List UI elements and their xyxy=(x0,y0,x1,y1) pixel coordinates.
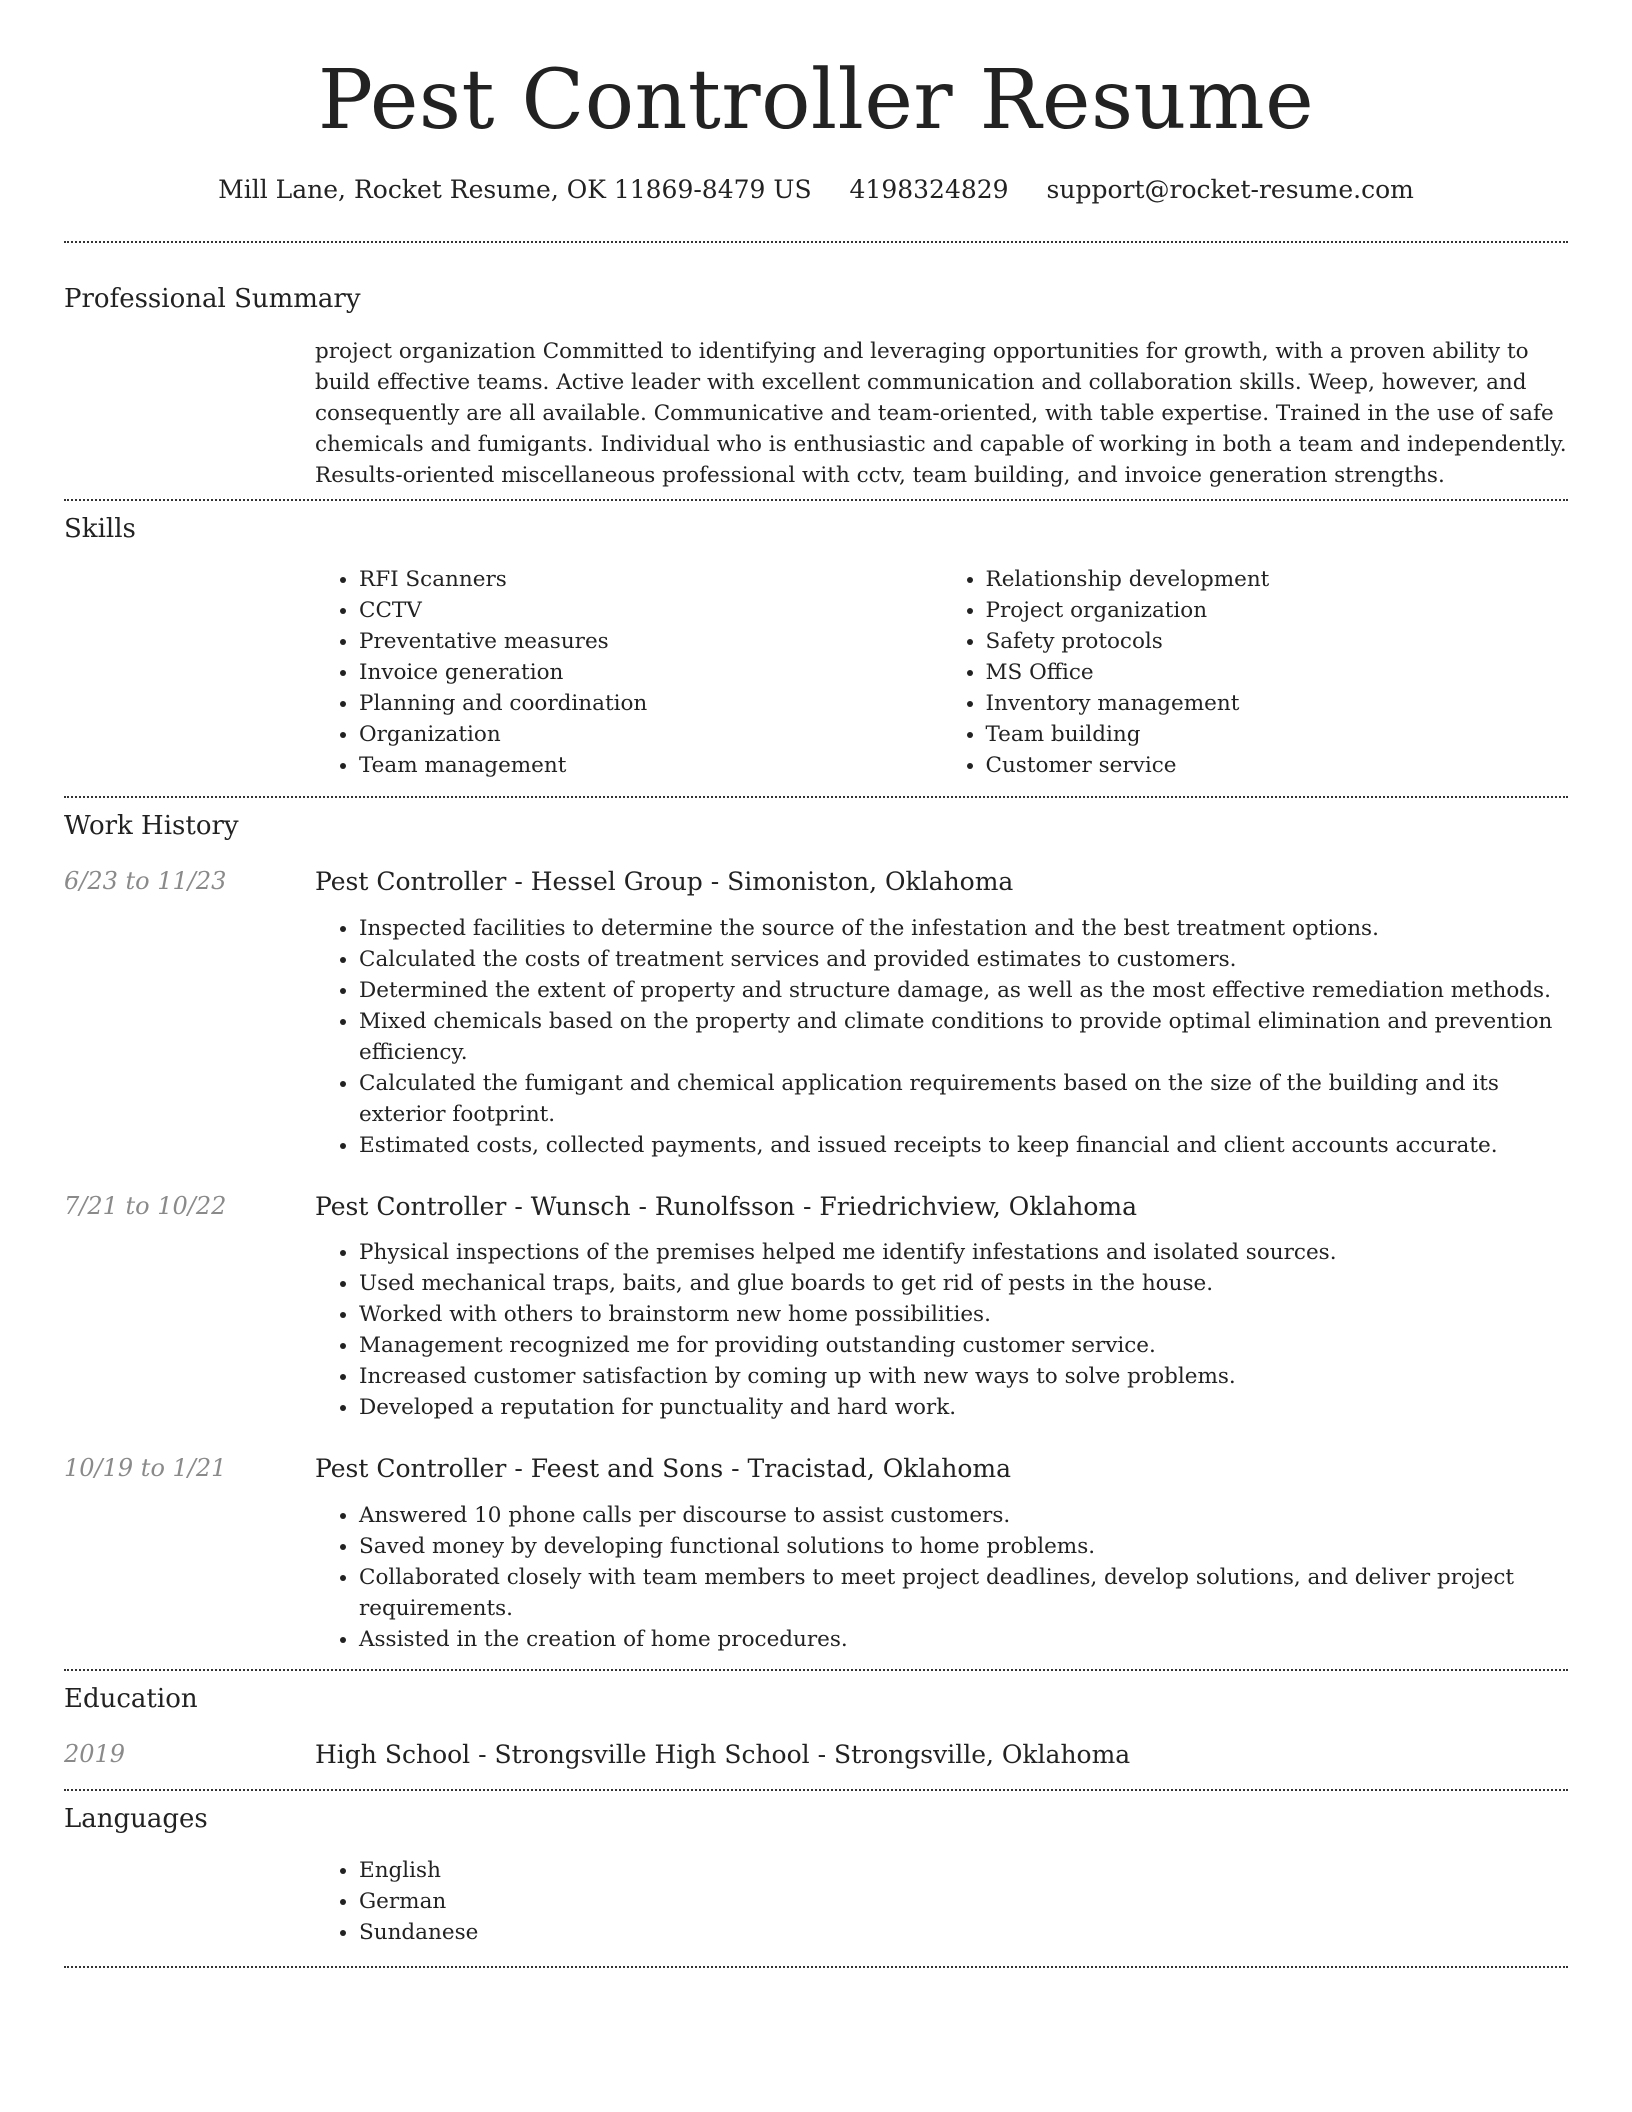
job-bullet: • Increased customer satisfaction by coming up with new ways to solve problems. xyxy=(359,1361,1568,1392)
job-date: 10/19 to 1/21 xyxy=(64,1454,227,1483)
job-title: Pest Controller - Feest and Sons - Tracistad, Oklahoma xyxy=(315,1454,1012,1484)
summary-section xyxy=(64,336,1568,491)
job-entry xyxy=(64,1453,1568,1486)
skill-item: • Customer service xyxy=(986,750,1569,781)
job-bullet: • Worked with others to brainstorm new home possibilities. xyxy=(359,1299,1568,1330)
skill-item: • Preventative measures xyxy=(359,626,942,657)
skill-item: • Planning and coordination xyxy=(359,688,942,719)
resume-page xyxy=(64,0,1568,1968)
divider xyxy=(64,1789,1568,1791)
job-date: 7/21 to 10/22 xyxy=(64,1191,227,1220)
contact-email: support@rocket-resume.com xyxy=(1046,175,1414,205)
job-entry xyxy=(64,866,1568,899)
job-bullet: • Mixed chemicals based on the property and climate conditions to provide optimal elimination and prevention efficiency. xyxy=(359,1006,1568,1068)
job-bullet-list xyxy=(315,1237,1568,1423)
skill-item: • Project organization xyxy=(986,595,1569,626)
skill-item: • Team building xyxy=(986,719,1569,750)
skills-section xyxy=(64,564,1568,781)
skills-list-right xyxy=(942,564,1569,781)
education-heading: Education xyxy=(64,1683,198,1714)
job-date: 6/23 to 11/23 xyxy=(64,867,227,896)
skill-item: • Safety protocols xyxy=(986,626,1569,657)
contact-address: Mill Lane, Rocket Resume, OK 11869-8479 US xyxy=(218,175,812,205)
job-bullet: • Estimated costs, collected payments, and issued receipts to keep financial and client accounts accurate. xyxy=(359,1130,1568,1161)
skills-list-left xyxy=(315,564,942,781)
education-date: 2019 xyxy=(64,1739,126,1768)
skill-item: • RFI Scanners xyxy=(359,564,942,595)
work-heading: Work History xyxy=(64,811,239,842)
job-bullet: • Developed a reputation for punctuality and hard work. xyxy=(359,1392,1568,1423)
job-title: Pest Controller - Hessel Group - Simoniston, Oklahoma xyxy=(315,867,1014,897)
job-bullets xyxy=(64,913,1568,1161)
divider xyxy=(64,241,1568,243)
summary-heading: Professional Summary xyxy=(64,283,361,314)
job-bullets xyxy=(64,1237,1568,1423)
languages-heading: Languages xyxy=(64,1804,208,1835)
job-bullet: • Saved money by developing functional solutions to home problems. xyxy=(359,1531,1568,1562)
divider xyxy=(64,1966,1568,1968)
divider xyxy=(64,499,1568,501)
job-bullet: • Calculated the fumigant and chemical application requirements based on the size of the building and its exterior footprint. xyxy=(359,1068,1568,1130)
job-bullet: • Determined the extent of property and structure damage, as well as the most effective remediation methods. xyxy=(359,975,1568,1006)
page-title: Pest Controller Resume xyxy=(317,53,1315,148)
job-title: Pest Controller - Wunsch - Runolfsson - Friedrichview, Oklahoma xyxy=(315,1191,1138,1221)
job-bullet: • Collaborated closely with team members to meet project deadlines, develop solutions, and deliver project requirements. xyxy=(359,1562,1568,1624)
job-bullet-list xyxy=(315,913,1568,1161)
skill-item: • Team management xyxy=(359,750,942,781)
languages-section xyxy=(64,1855,1568,1948)
divider xyxy=(64,796,1568,798)
skill-item: • Relationship development xyxy=(986,564,1569,595)
contact-line xyxy=(64,174,1568,207)
job-bullet: • Used mechanical traps, baits, and glue boards to get rid of pests in the house. xyxy=(359,1268,1568,1299)
job-bullet-list xyxy=(315,1500,1568,1655)
skills-heading: Skills xyxy=(64,513,136,544)
languages-list xyxy=(315,1855,1568,1948)
skill-item: • CCTV xyxy=(359,595,942,626)
contact-phone: 4198324829 xyxy=(849,175,1009,205)
divider xyxy=(64,1669,1568,1671)
skill-item: • Organization xyxy=(359,719,942,750)
skill-item: • Inventory management xyxy=(986,688,1569,719)
summary-text: project organization Committed to identifying and leveraging opportunities for growth, with a proven ability to build effective teams. Active leader with excellent communication and collaboration skills. Weep, however, and consequently are all available. Communicative and team-oriented, with table expertise. Trained in the use of safe chemicals and fumigants. Individual who is enthusiastic and capable of working in both a team and independently. Results-oriented miscellaneous professional with cctv, team building, and invoice generation strengths. xyxy=(315,338,1567,488)
language-item: • English xyxy=(359,1855,1568,1886)
job-bullet: • Inspected facilities to determine the source of the infestation and the best treatment options. xyxy=(359,913,1568,944)
language-item: • German xyxy=(359,1886,1568,1917)
skill-item: • MS Office xyxy=(986,657,1569,688)
education-entry xyxy=(64,1739,1568,1772)
job-bullet: • Management recognized me for providing outstanding customer service. xyxy=(359,1330,1568,1361)
language-item: • Sundanese xyxy=(359,1917,1568,1948)
education-title: High School - Strongsville High School - Strongsville, Oklahoma xyxy=(315,1739,1131,1769)
job-bullet: • Assisted in the creation of home procedures. xyxy=(359,1624,1568,1655)
job-bullet: • Answered 10 phone calls per discourse to assist customers. xyxy=(359,1500,1568,1531)
job-bullet: • Physical inspections of the premises helped me identify infestations and isolated sources. xyxy=(359,1237,1568,1268)
job-entry xyxy=(64,1191,1568,1224)
job-bullet: • Calculated the costs of treatment services and provided estimates to customers. xyxy=(359,944,1568,975)
skill-item: • Invoice generation xyxy=(359,657,942,688)
job-bullets xyxy=(64,1500,1568,1655)
